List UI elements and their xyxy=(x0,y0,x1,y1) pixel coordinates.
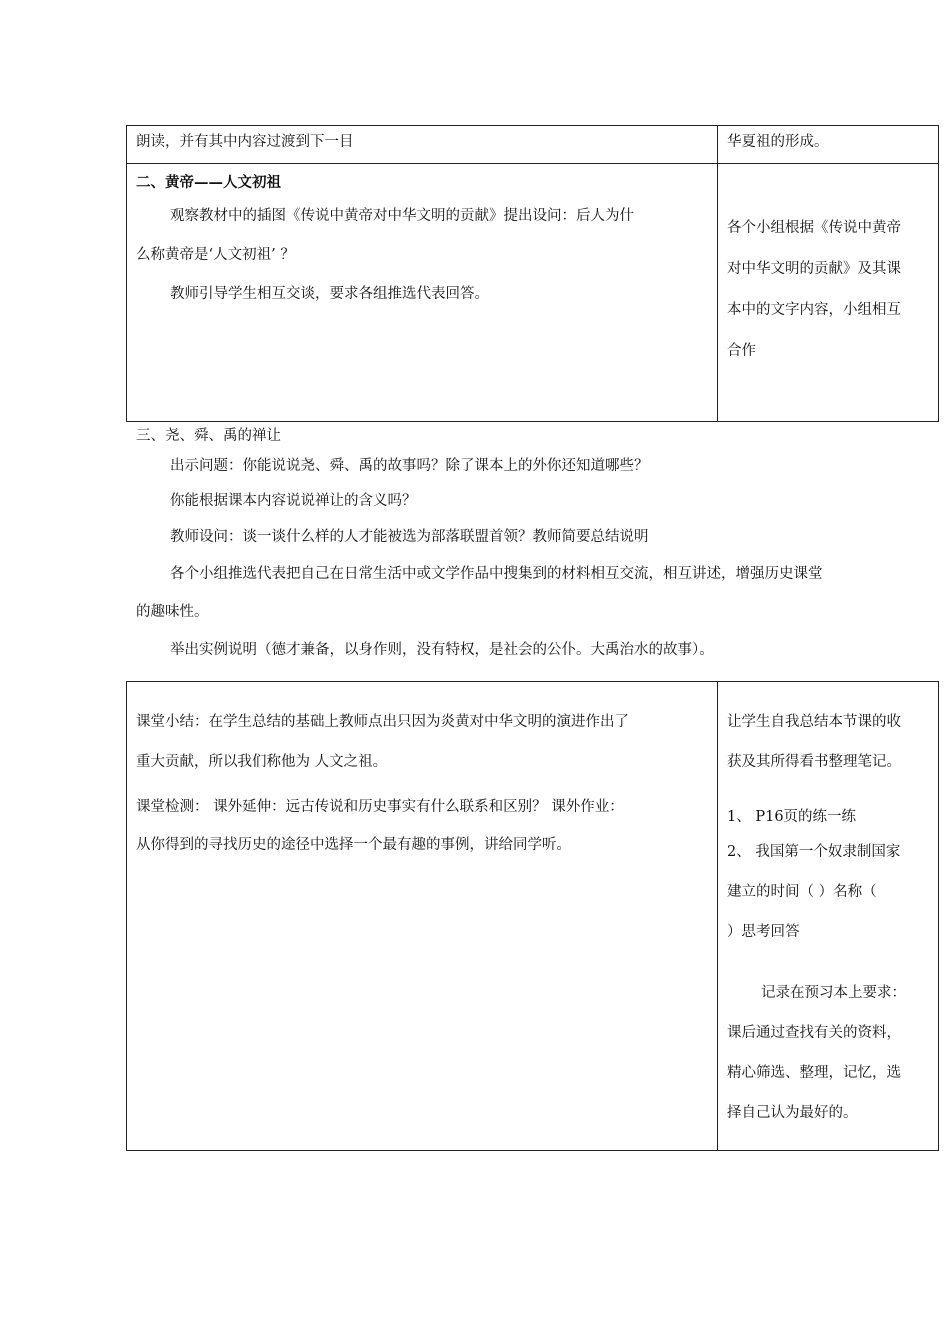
check-line: 课堂检测： 课外延伸：远古传说和历史事实有什么联系和区别？ 课外作业： xyxy=(136,799,624,815)
exercise-item: 1、 P16页的练一练 xyxy=(727,809,857,825)
paragraph-line: 么称黄帝是‘人文初祖’ ？ xyxy=(136,247,295,263)
paragraph-line: 教师引导学生相互交谈，要求各组推选代表回答。 xyxy=(170,286,489,302)
exercise-item: 建立的时间（ ）名称（ xyxy=(727,884,877,900)
paragraph: 教师设问：谈一谈什么样的人才能被选为部落联盟首领？教师简要总结说明 xyxy=(170,529,649,545)
cell-line: 各个小组根据《传说中黄帝 xyxy=(727,220,901,236)
table-cell xyxy=(718,682,939,1151)
lesson-table-1 xyxy=(126,125,939,422)
table-row xyxy=(127,164,939,422)
paragraph-line: 观察教材中的插图《传说中黄帝对中华文明的贡献》提出设问：后人为什 xyxy=(170,208,634,224)
cell-line: 记录在预习本上要求： xyxy=(761,985,906,1001)
section-heading: 二、黄帝——人文初祖 xyxy=(136,174,281,191)
table-row xyxy=(127,126,939,164)
cell-text: 华夏祖的形成。 xyxy=(727,134,829,150)
cell-line: 合作 xyxy=(727,343,756,359)
paragraph: 你能根据课本内容说说禅让的含义吗？ xyxy=(170,493,417,509)
paragraph: 举出实例说明（德才兼备，以身作则，没有特权，是社会的公仆。大禹治水的故事）。 xyxy=(170,642,714,658)
section-heading: 三、尧、舜、禹的禅让 xyxy=(136,428,281,444)
table-cell xyxy=(718,164,939,422)
cell-line: 课后通过查找有关的资料， xyxy=(727,1025,901,1041)
cell-line: 对中华文明的贡献》及其课 xyxy=(727,261,901,277)
summary-line: 课堂小结：在学生总结的基础上教师点出只因为炎黄对中华文明的演进作出了 xyxy=(136,714,629,730)
exercise-item: 2、 我国第一个奴隶制国家 xyxy=(727,844,901,860)
paragraph-line: 各个小组推选代表把自己在日常生活中或文学作品中搜集到的材料相互交流，相互讲述，增强历史课堂 xyxy=(170,566,823,582)
cell-line: 择自己认为最好的。 xyxy=(727,1105,858,1121)
cell-line: 本中的文字内容，小组相互 xyxy=(727,302,901,318)
cell-line: 获及其所得看书整理笔记。 xyxy=(727,754,901,770)
paragraph-line: 的趣味性。 xyxy=(136,604,209,620)
table-row xyxy=(127,682,939,1151)
cell-text: 朗读，并有其中内容过渡到下一目 xyxy=(136,134,354,150)
cell-line: 精心筛选、整理，记忆，选 xyxy=(727,1065,901,1081)
table-cell xyxy=(718,126,939,164)
lesson-table-2 xyxy=(126,681,939,1151)
section-3 xyxy=(136,424,936,669)
summary-line: 重大贡献，所以我们称他为 人文之祖。 xyxy=(136,754,388,770)
table-cell xyxy=(127,164,718,422)
table-cell xyxy=(127,126,718,164)
exercise-item: ）思考回答 xyxy=(727,924,800,940)
cell-line: 让学生自我总结本节课的收 xyxy=(727,714,901,730)
paragraph: 出示问题：你能说说尧、舜、禹的故事吗？除了课本上的外你还知道哪些？ xyxy=(170,458,649,474)
check-line: 从你得到的寻找历史的途径中选择一个最有趣的事例，讲给同学听。 xyxy=(136,837,571,853)
table-cell xyxy=(127,682,718,1151)
